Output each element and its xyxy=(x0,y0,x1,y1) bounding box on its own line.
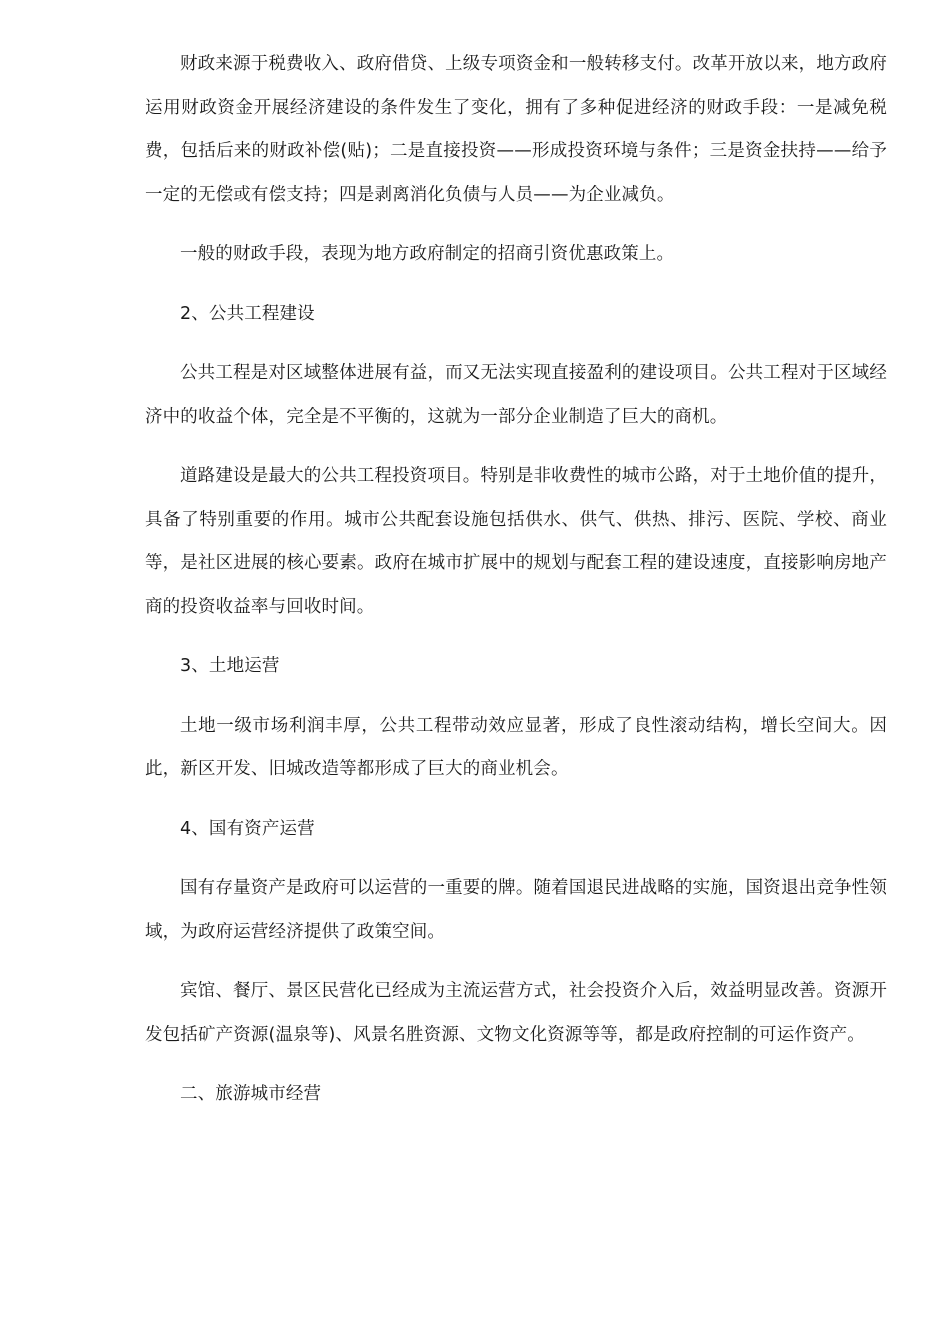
paragraph-road-construction: 道路建设是最大的公共工程投资项目。特别是非收费性的城市公路，对于土地价值的提升，具备了特别重要的作用。城市公共配套设施包括供水、供气、供热、排污、医院、学校、商业等，是社区进展的核心要素。政府在城市扩展中的规划与配套工程的建设速度，直接影响房地产商的投资收益率与回收时间。 xyxy=(145,466,887,617)
paragraph-privatization: 宾馆、餐厅、景区民营化已经成为主流运营方式，社会投资介入后，效益明显改善。资源开发包括矿产资源(温泉等)、风景名胜资源、文物文化资源等等，都是政府控制的可运作资产。 xyxy=(145,981,887,1045)
paragraph-public-works: 公共工程是对区域整体进展有益，而又无法实现直接盈利的建设项目。公共工程对于区域经济中的收益个体，完全是不平衡的，这就为一部分企业制造了巨大的商机。 xyxy=(145,363,887,427)
paragraph-land-operation: 土地一级市场利润丰厚，公共工程带动效应显著，形成了良性滚动结构，增长空间大。因此，新区开发、旧城改造等都形成了巨大的商业机会。 xyxy=(145,715,887,779)
paragraph-finance-means: 一般的财政手段，表现为地方政府制定的招商引资优惠政策上。 xyxy=(180,244,675,264)
paragraph-state-assets: 国有存量资产是政府可以运营的一重要的牌。随着国退民进战略的实施，国资退出竞争性领域，为政府运营经济提供了政策空间。 xyxy=(145,878,887,942)
section-heading-state-assets: 4、国有资产运营 xyxy=(180,818,315,839)
section-heading-tourism-city: 二、旅游城市经营 xyxy=(180,1084,322,1104)
paragraph-finance-sources: 财政来源于税费收入、政府借贷、上级专项资金和一般转移支付。改革开放以来，地方政府运用财政资金开展经济建设的条件发生了变化，拥有了多种促进经济的财政手段：一是减免税费，包括后来的财政补偿(贴)；二是直接投资——形成投资环境与条件；三是资金扶持——给予一定的无偿或有偿支持；四是剥离消化负债与人员——为企业减负。 xyxy=(145,54,887,205)
section-heading-land-operation: 3、土地运营 xyxy=(180,656,280,676)
document-body xyxy=(145,43,887,1133)
section-heading-public-works: 2、公共工程建设 xyxy=(180,303,315,324)
